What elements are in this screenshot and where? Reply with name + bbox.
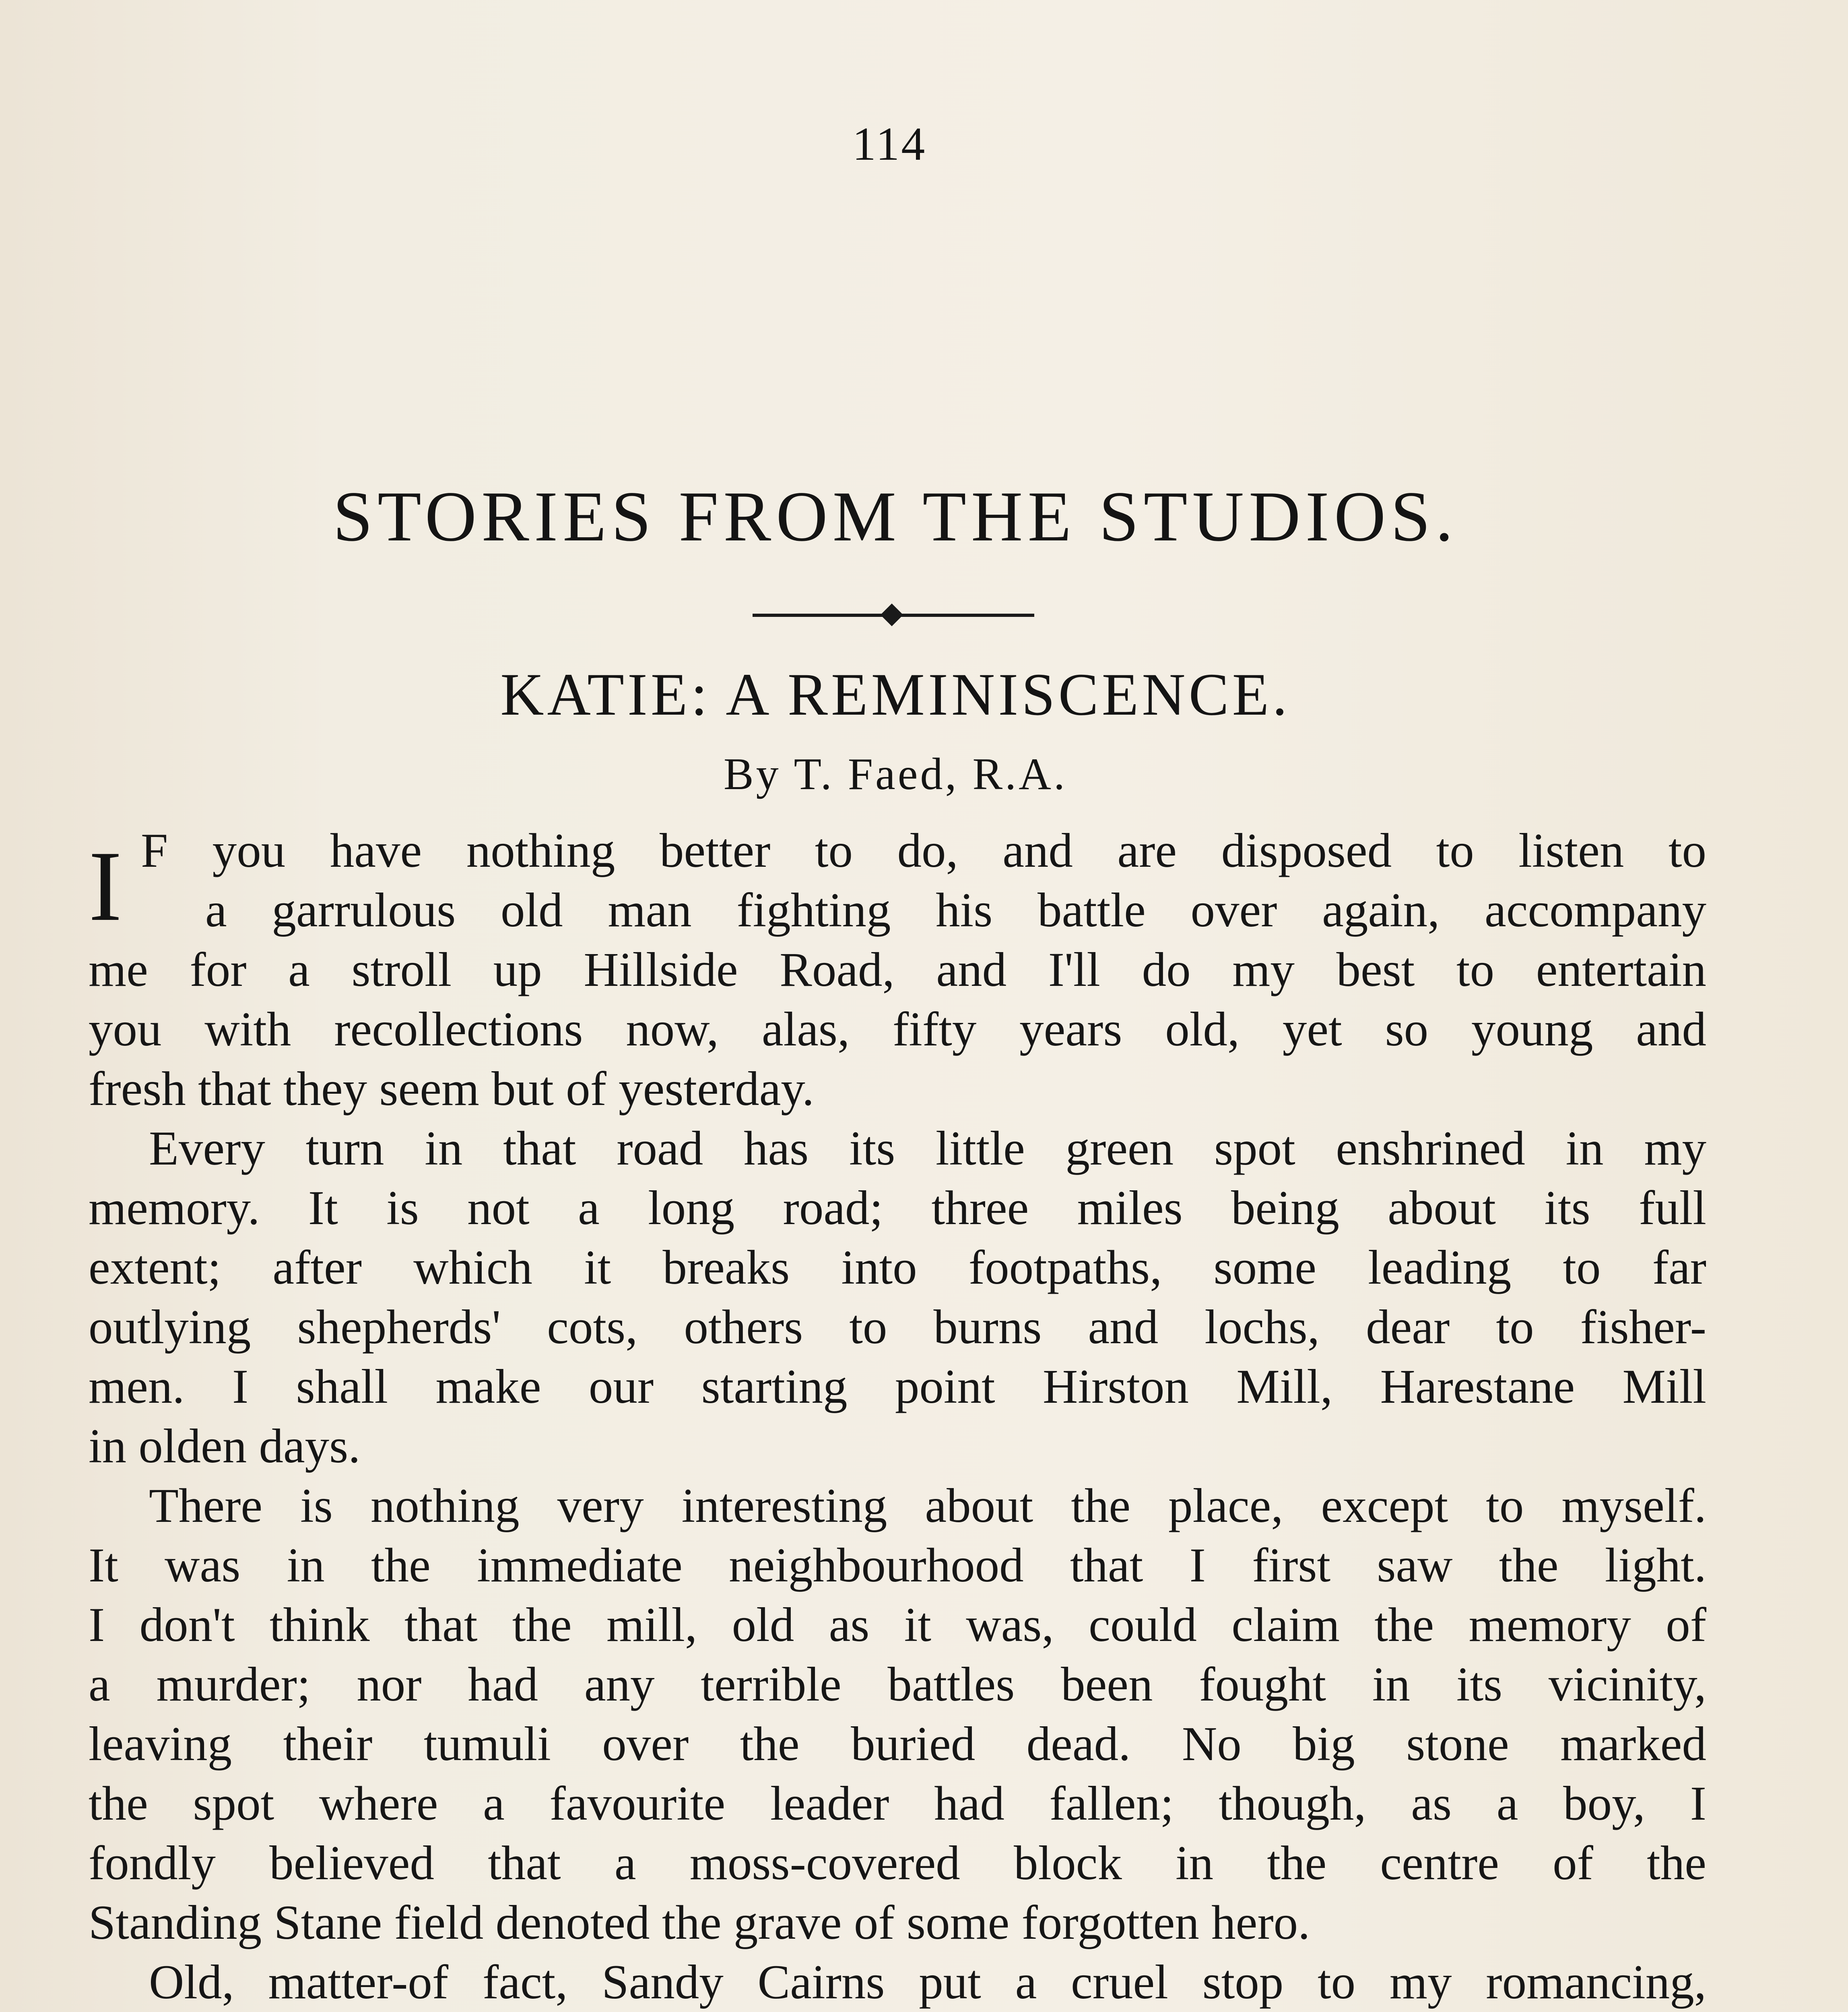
text-line: outlying shepherds' cots, others to burns and lochs, dear to fisher-: [89, 1300, 1706, 1354]
text-line: in olden days.: [89, 1419, 361, 1473]
text-line: a garrulous old man fighting his battle over again, accompany: [205, 883, 1706, 937]
paragraph: [89, 1119, 1706, 1476]
text-line: Standing Stane field denoted the grave of some forgotten hero.: [89, 1896, 1310, 1950]
text-line: you with recollections now, alas, fifty years old, yet so young and: [89, 1002, 1706, 1056]
paragraph: [89, 1952, 1706, 2012]
paragraph: [89, 821, 1706, 1119]
section-header-title: STORIES FROM THE STUDIOS.: [333, 476, 1458, 556]
text-line: me for a stroll up Hillside Road, and I'll do my best to entertain: [89, 943, 1706, 997]
text-line: F you have nothing better to do, and are disposed to listen to: [141, 824, 1706, 878]
text-line: a murder; nor had any terrible battles been fought in its vicinity,: [89, 1657, 1706, 1711]
author-byline: By T. Faed, R.A.: [723, 749, 1068, 799]
text-line: Old, matter-of fact, Sandy Cairns put a cruel stop to my romancing,: [149, 1955, 1706, 2009]
text-line: Every turn in that road has its little green spot enshrined in my: [149, 1121, 1706, 1175]
text-line: extent; after which it breaks into footpaths, some leading to far: [89, 1241, 1706, 1295]
text-line: There is nothing very interesting about the place, except to myself.: [149, 1479, 1706, 1533]
page-number: 114: [852, 118, 927, 170]
story-title: KATIE: A REMINISCENCE.: [500, 661, 1291, 728]
ornament-diamond-icon: [881, 604, 903, 627]
drop-cap: I: [89, 831, 122, 942]
text-line: leaving their tumuli over the buried dead. No big stone marked: [89, 1717, 1706, 1771]
text-line: It was in the immediate neighbourhood that I first saw the light.: [89, 1538, 1706, 1592]
text-line: men. I shall make our starting point Hirston Mill, Harestane Mill: [89, 1360, 1706, 1414]
article-body: [89, 821, 1706, 2012]
text-line: the spot where a favourite leader had fallen; though, as a boy, I: [89, 1777, 1706, 1831]
text-line: I don't think that the mill, old as it was, could claim the memory of: [89, 1598, 1706, 1652]
text-line: fondly believed that a moss-covered block in the centre of the: [89, 1836, 1706, 1890]
text-line: fresh that they seem but of yesterday.: [89, 1062, 815, 1116]
paragraph: [89, 1476, 1706, 1952]
text-line: memory. It is not a long road; three miles being about its full: [89, 1181, 1706, 1235]
title-ornament-rule: [753, 607, 1034, 623]
